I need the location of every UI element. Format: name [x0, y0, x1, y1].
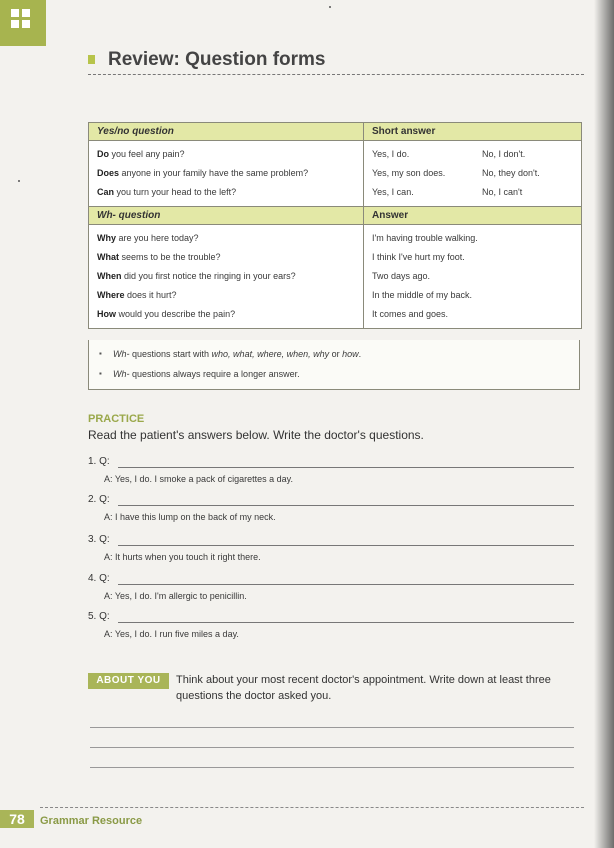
question-word: When [97, 271, 122, 281]
practice-heading: PRACTICE [88, 413, 145, 425]
short-answer-row [372, 183, 573, 202]
note-em2: who, what, where, when, why [211, 349, 330, 359]
section-marker-icon [88, 55, 95, 64]
about-you-badge: ABOUT YOU [88, 673, 169, 689]
wh-header-row [89, 206, 581, 225]
note-em3: how [342, 349, 359, 359]
question-text: did you first notice the ringing in your ears? [121, 271, 296, 281]
note-item [113, 349, 361, 359]
about-you-instruction: Think about your most recent doctor's appointment. Write down at least three questions the doctor asked you. [176, 674, 551, 702]
wh-body [89, 225, 581, 328]
short-answer-yes: Yes, my son does. [372, 168, 446, 178]
question-text: seems to be the trouble? [119, 252, 221, 262]
wh-answers [364, 225, 581, 328]
note-text3: . [358, 349, 362, 359]
grid-icon [11, 9, 31, 29]
wh-answer: I'm having trouble walking. [372, 233, 478, 243]
question-word: How [97, 309, 116, 319]
yesno-question [97, 183, 355, 202]
note-em: Wh- [113, 369, 130, 379]
question-text: are you here today? [116, 233, 199, 243]
short-answer-header: Short answer [372, 126, 436, 137]
section-title: Review: Question forms [108, 49, 326, 70]
footer-label: Grammar Resource [40, 815, 143, 827]
question-word: Do [97, 149, 109, 159]
yesno-question [97, 164, 355, 183]
wh-question [97, 286, 355, 305]
question-label: 4. Q: [88, 573, 110, 584]
page-binding-shadow [594, 0, 614, 848]
question-word: Does [97, 168, 120, 178]
yesno-questions [89, 141, 364, 206]
short-answer-yes: Yes, I do. [372, 149, 410, 159]
speck [329, 6, 331, 8]
wh-answer: It comes and goes. [372, 309, 449, 319]
yesno-body [89, 141, 581, 206]
question-text: would you describe the pain? [116, 309, 236, 319]
question-answer-line[interactable] [118, 622, 574, 623]
yesno-question [97, 145, 355, 164]
question-label: 1. Q: [88, 456, 110, 467]
yesno-header-row [89, 123, 581, 141]
wh-question [97, 229, 355, 248]
yesno-question-header-text: Yes/no question [97, 126, 174, 137]
short-answer-row [372, 164, 573, 183]
page-number: 78 [0, 810, 34, 828]
question-text: you turn your head to the left? [114, 187, 237, 197]
grammar-table [88, 122, 582, 329]
answer-line[interactable] [90, 727, 574, 728]
question-answer-line[interactable] [118, 584, 574, 585]
question-answer-line[interactable] [118, 505, 574, 506]
question-word: Why [97, 233, 116, 243]
short-answer-yes: Yes, I can. [372, 187, 414, 197]
yesno-question-header [89, 123, 364, 140]
speck [18, 180, 20, 182]
patient-answer: A: Yes, I do. I'm allergic to penicillin. [104, 591, 247, 601]
note-item [113, 369, 300, 379]
question-text: you feel any pain? [109, 149, 185, 159]
question-label: 3. Q: [88, 534, 110, 545]
question-text: anyone in your family have the same problem? [119, 168, 309, 178]
question-word: Where [97, 290, 125, 300]
patient-answer: A: I have this lump on the back of my neck. [104, 512, 276, 522]
wh-answer: I think I've hurt my foot. [372, 252, 465, 262]
question-word: What [97, 252, 119, 262]
question-text: does it hurt? [124, 290, 177, 300]
practice-instruction: Read the patient's answers below. Write the doctor's questions. [88, 428, 424, 442]
question-label: 5. Q: [88, 611, 110, 622]
short-answer-row [372, 145, 573, 164]
wh-answer: Two days ago. [372, 271, 431, 281]
note-text: questions always require a longer answer. [129, 369, 300, 379]
question-answer-line[interactable] [118, 467, 574, 468]
short-answer-no: No, they don't. [482, 168, 540, 178]
section-divider [88, 74, 584, 75]
question-word: Can [97, 187, 115, 197]
wh-question-header [89, 207, 364, 224]
answer-header: Answer [372, 210, 409, 221]
footer-divider [40, 807, 584, 808]
answer-line[interactable] [90, 767, 574, 768]
wh-question [97, 267, 355, 286]
note-text: questions start with [129, 349, 212, 359]
short-answer-no: No, I can't [482, 187, 523, 197]
patient-answer: A: Yes, I do. I run five miles a day. [104, 629, 239, 639]
question-label: 2. Q: [88, 494, 110, 505]
patient-answer: A: Yes, I do. I smoke a pack of cigarettes a day. [104, 474, 293, 484]
short-answer-no: No, I don't. [482, 149, 526, 159]
note-em: Wh- [113, 349, 130, 359]
wh-questions [89, 225, 364, 328]
wh-question-header-text: Wh- question [97, 210, 161, 221]
short-answers [364, 141, 581, 206]
patient-answer: A: It hurts when you touch it right there. [104, 552, 261, 562]
wh-question [97, 248, 355, 267]
note-text2: or [329, 349, 343, 359]
wh-question [97, 305, 355, 324]
grammar-notes [88, 340, 580, 390]
section-corner-tab [0, 0, 46, 46]
answer-line[interactable] [90, 747, 574, 748]
wh-answer: In the middle of my back. [372, 290, 473, 300]
question-answer-line[interactable] [118, 545, 574, 546]
